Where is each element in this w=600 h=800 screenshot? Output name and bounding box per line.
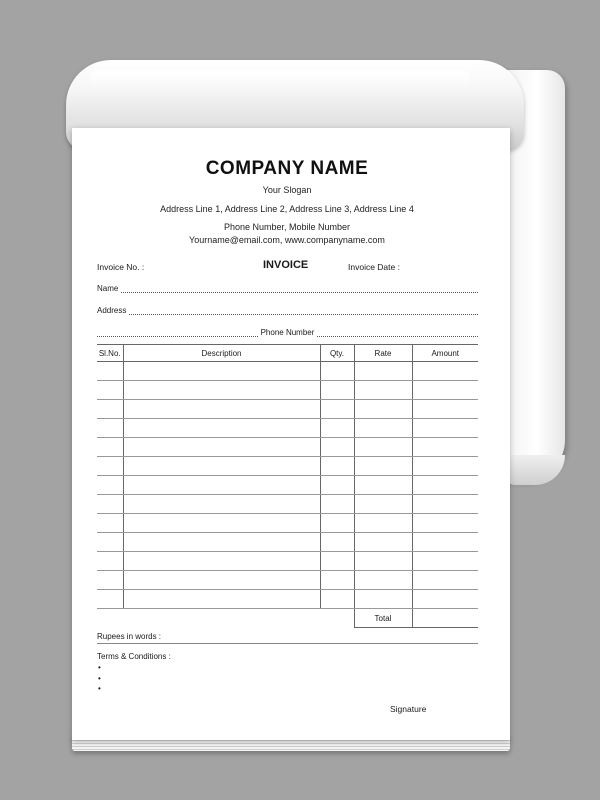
cell[interactable] [123,476,320,495]
cell[interactable] [320,419,354,438]
cell[interactable] [97,381,123,400]
header-qty: Qty. [320,345,354,362]
cell[interactable] [320,438,354,457]
terms-label: Terms & Conditions : [97,652,171,661]
cell[interactable] [412,590,478,609]
company-email-web: Yourname@email.com, www.companyname.com [189,235,385,245]
cell[interactable] [97,476,123,495]
header-sl-no: Sl.No. [97,345,123,362]
binding-highlight [90,70,470,88]
blank-cell [320,609,354,628]
cell[interactable] [123,381,320,400]
phone-label: Phone Number [260,328,315,337]
cell[interactable] [412,514,478,533]
cell[interactable] [354,590,412,609]
cell[interactable] [123,590,320,609]
cell[interactable] [354,381,412,400]
table-row[interactable] [97,362,478,381]
cell[interactable] [320,476,354,495]
cell[interactable] [354,552,412,571]
cell[interactable] [412,552,478,571]
cell[interactable] [354,419,412,438]
cell[interactable] [412,362,478,381]
cell[interactable] [320,552,354,571]
table-row[interactable] [97,419,478,438]
cell[interactable] [123,495,320,514]
cell[interactable] [320,495,354,514]
cell[interactable] [320,533,354,552]
cell[interactable] [354,400,412,419]
cell[interactable] [97,419,123,438]
cell[interactable] [412,533,478,552]
cell[interactable] [354,571,412,590]
table-row[interactable] [97,400,478,419]
invoice-title: INVOICE [263,259,309,271]
cell[interactable] [123,571,320,590]
header-amount: Amount [412,345,478,362]
cell[interactable] [97,552,123,571]
cell[interactable] [123,400,320,419]
cell[interactable] [412,571,478,590]
company-address: Address Line 1, Address Line 2, Address Line 3, Address Line 4 [160,204,414,214]
cell[interactable] [97,400,123,419]
cell[interactable] [412,400,478,419]
rupees-in-words-field[interactable]: Rupees in words : [97,632,478,644]
total-label: Total [354,609,412,628]
cell[interactable] [320,571,354,590]
cell[interactable] [354,438,412,457]
cell[interactable] [354,476,412,495]
blank-cell [123,609,320,628]
cell[interactable] [320,381,354,400]
cell[interactable] [123,419,320,438]
cell[interactable] [320,400,354,419]
address-field[interactable] [97,306,478,315]
table-row[interactable] [97,495,478,514]
cell[interactable] [123,533,320,552]
cell[interactable] [320,362,354,381]
cell[interactable] [123,438,320,457]
cell[interactable] [97,514,123,533]
cell[interactable] [97,457,123,476]
cell[interactable] [97,438,123,457]
header-description: Description [123,345,320,362]
name-label: Name [97,284,119,293]
address-label: Address [97,306,127,315]
table-row[interactable] [97,552,478,571]
company-phone: Phone Number, Mobile Number [223,222,351,232]
cell[interactable] [412,495,478,514]
cell[interactable] [412,419,478,438]
cell[interactable] [320,514,354,533]
name-dotted-line [121,285,478,293]
cell[interactable] [97,571,123,590]
invoice-sheet [72,128,510,740]
header-rate: Rate [354,345,412,362]
table-row[interactable] [97,438,478,457]
table-row[interactable] [97,571,478,590]
table-row[interactable] [97,533,478,552]
cell[interactable] [320,590,354,609]
cell[interactable] [354,457,412,476]
cell[interactable] [97,533,123,552]
invoice-number-label: Invoice No. : [97,262,145,272]
cell[interactable] [123,362,320,381]
cell[interactable] [97,590,123,609]
cell[interactable] [123,457,320,476]
invoice-date-label: Invoice Date : [348,262,400,272]
cell[interactable] [320,457,354,476]
table-row[interactable] [97,457,478,476]
cell[interactable] [412,438,478,457]
table-row[interactable] [97,590,478,609]
cell[interactable] [354,362,412,381]
table-row[interactable] [97,476,478,495]
signature-label: Signature [390,704,427,714]
cell[interactable] [354,533,412,552]
cell[interactable] [123,514,320,533]
address-continuation-line [97,329,258,337]
items-table [97,344,478,628]
total-row [97,609,478,628]
cell[interactable] [123,552,320,571]
cell[interactable] [97,362,123,381]
cell[interactable] [97,495,123,514]
cell[interactable] [354,514,412,533]
company-slogan: Your Slogan [262,185,312,195]
address-dotted-line [129,307,478,315]
cell[interactable] [412,381,478,400]
total-amount-cell[interactable] [412,609,478,628]
phone-field[interactable] [97,328,478,337]
table-row[interactable] [97,381,478,400]
name-field[interactable] [97,284,478,293]
table-header-row [97,345,478,362]
cell[interactable] [412,457,478,476]
cell[interactable] [412,476,478,495]
terms-bullet: • [98,674,101,683]
company-name: COMPANY NAME [205,158,369,179]
blank-cell [97,609,123,628]
terms-bullet: • [98,684,101,693]
terms-bullet: • [98,663,101,672]
notepad-page-curl [505,455,565,485]
cell[interactable] [354,495,412,514]
phone-dotted-line [317,329,478,337]
table-row[interactable] [97,514,478,533]
